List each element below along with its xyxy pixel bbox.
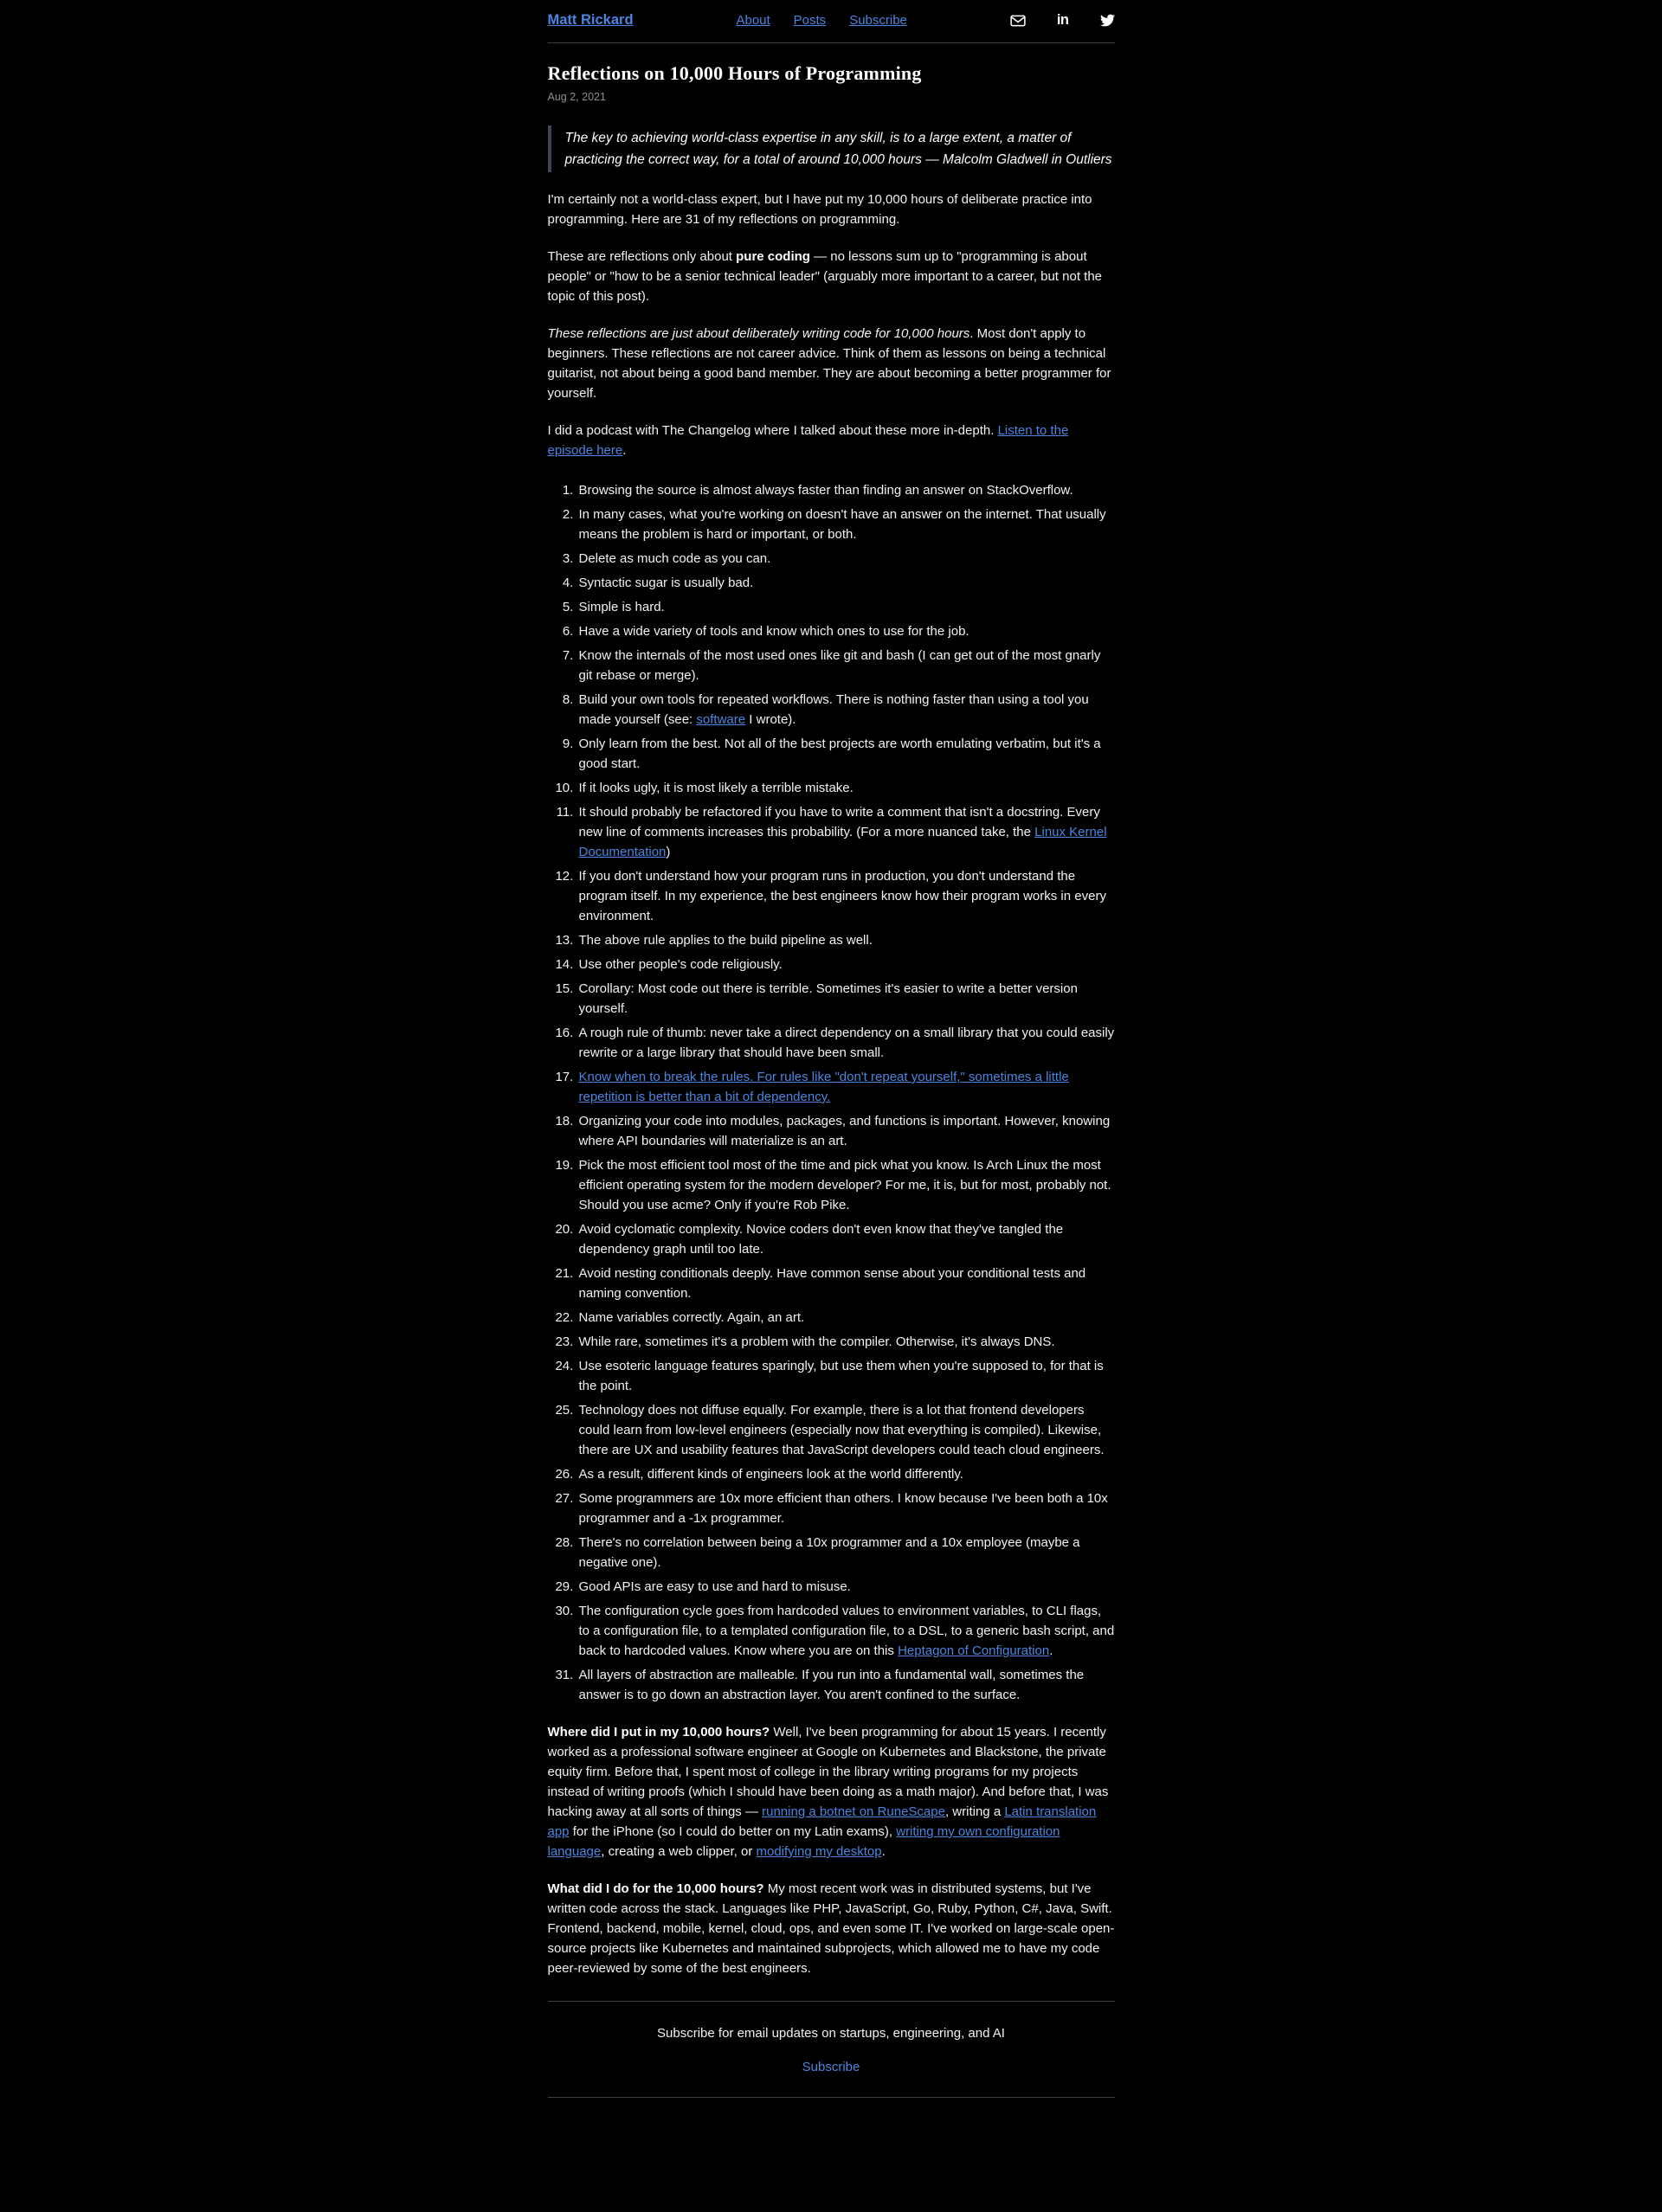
list-item: 29. Good APIs are easy to use and hard to misuse. [577, 1577, 1115, 1597]
email-icon[interactable] [1010, 15, 1026, 27]
intro-paragraph-2: These are reflections only about pure coding — no lessons sum up to "programming is about people" or "how to be a senior technical leader" (arguably more important to a career, but not the topic of this post). [547, 249, 1103, 304]
post-date: Aug 2, 2021 [547, 91, 606, 103]
list-item: 27. Some programmers are 10x more efficient than others. I know because I've been both a 10x programmer and a -1x programmer. [577, 1489, 1115, 1528]
nav-posts[interactable]: Posts [793, 13, 827, 28]
outro-paragraph-2: What did I do for the 10,000 hours? My most recent work was in distributed systems, but I've written code across the stack. Languages like PHP, JavaScript, Go, Ruby, Python, C#, Java, Swift. Frontend, backend, mobile, kernel, cloud, ops, and even some IT. I've worked on large-scale open-source projects like Kubernetes and maintained subprojects, which allowed me to have my code peer-reviewed by some of the best engineers. [547, 1881, 1115, 1976]
list-item: 18. Organizing your code into modules, packages, and functions is important. However, knowing where API boundaries will materialize is an art. [577, 1111, 1115, 1151]
nav-subscribe[interactable]: Subscribe [849, 13, 907, 28]
nav-about[interactable]: About [736, 13, 770, 28]
content-column [548, 0, 1115, 2110]
list-item: 20. Avoid cyclomatic complexity. Novice coders don't even know that they've tangled the dependency graph until too late. [577, 1219, 1115, 1259]
article [548, 62, 1115, 1978]
list-item: 8. Build your own tools for repeated workflows. There is nothing faster than using a tool you made yourself (see: software I wrote). [577, 690, 1115, 730]
twitter-bird-glyph [1100, 13, 1115, 28]
header-divider [548, 42, 1115, 43]
changelog-episode-link[interactable]: Listen to the episode here [547, 423, 1069, 458]
list-item: 6. Have a wide variety of tools and know which ones to use for the job. [577, 621, 1115, 641]
list-item: 15. Corollary: Most code out there is terrible. Sometimes it's easier to write a better version yourself. [577, 979, 1115, 1019]
list-item: 26. As a result, different kinds of engineers look at the world differently. [577, 1464, 1115, 1484]
site-footer [548, 2026, 1115, 2074]
intro-paragraph-4: I did a podcast with The Changelog where I talked about these more in-depth. Listen to the episode here. [547, 423, 1069, 458]
list-item: 22. Name variables correctly. Again, an art. [577, 1308, 1115, 1328]
envelope-glyph [1010, 15, 1026, 27]
list-item: 9. Only learn from the best. Not all of the best projects are worth emulating verbatim, but it's a good start. [577, 734, 1115, 774]
quote-text: The key to achieving world-class expertise in any skill, is to a large extent, a matter of practicing the correct way, for a total of around 10,000 hours — Malcolm Gladwell in Outliers [564, 131, 1112, 167]
footer-divider-top [548, 2001, 1115, 2002]
outro-paragraph-1: Where did I put in my 10,000 hours? Well, I've been programming for about 15 years. I recently worked as a professional software engineer at Google on Kubernetes and Blackstone, the private equity firm. Before that, I spent most of college in the library writing programs for my projects instead of writing proofs (which I should have been doing as a math major). And before that, I was hacking away at all sorts of things — running a botnet on RuneScape, writing a Latin translation app for the iPhone (so I could do better on my Latin exams), writing my own configuration language, creating a web clipper, or modifying my desktop. [547, 1725, 1109, 1859]
runescape-botnet-link[interactable]: running a botnet on RuneScape [762, 1804, 945, 1819]
list-item: 10. If it looks ugly, it is most likely a terrible mistake. [577, 778, 1115, 798]
list-item: 5. Simple is hard. [577, 597, 1115, 617]
list-item: 19. Pick the most efficient tool most of the time and pick what you know. Is Arch Linux the most efficient operating system for the modern developer? For me, it is, but for most, probably not. Should you use acme? Only if you're Rob Pike. [577, 1155, 1115, 1215]
linux-kernel-documentation-link[interactable]: Linux Kernel Documentation [578, 825, 1107, 859]
page-end-padding [548, 2098, 1115, 2110]
break-the-rules-link[interactable]: Know when to break the rules. For rules like "don't repeat yourself," sometimes a little repetition is better than a bit of dependency. [578, 1070, 1069, 1104]
list-item: 13. The above rule applies to the build pipeline as well. [577, 930, 1115, 950]
software-link[interactable]: software [696, 712, 746, 727]
intro-paragraph-3: These reflections are just about deliberately writing code for 10,000 hours. Most don't apply to beginners. These reflections are not career advice. Think of them as lessons on being a technical guitarist, not about being a good band member. They are about becoming a better programmer for yourself. [547, 326, 1111, 401]
list-item: 23. While rare, sometimes it's a problem with the compiler. Otherwise, it's always DNS. [577, 1332, 1115, 1352]
list-item: 24. Use esoteric language features sparingly, but use them when you're supposed to, for that is the point. [577, 1356, 1115, 1396]
page-title: Reflections on 10,000 Hours of Programming [547, 62, 922, 84]
list-item: 25. Technology does not diffuse equally. For example, there is a lot that frontend developers could learn from low-level engineers (especially now that everything is compiled). Likewise, there are UX and usability features that JavaScript developers could teach cloud engineers. [577, 1400, 1115, 1460]
heptagon-of-configuration-link[interactable]: Heptagon of Configuration [898, 1643, 1050, 1658]
list-item: 11. It should probably be refactored if you have to write a comment that isn't a docstring. Every new line of comments increases this probability. (For a more nuanced take, the Linux Kernel Documentation) [577, 802, 1115, 862]
list-item: 3. Delete as much code as you can. [577, 549, 1115, 569]
list-item: 28. There's no correlation between being a 10x programmer and a 10x employee (maybe a negative one). [577, 1533, 1115, 1572]
brand-link[interactable]: Matt Rickard [547, 12, 634, 28]
configuration-language-link[interactable]: writing my own configuration language [547, 1824, 1060, 1859]
latin-translation-app-link[interactable]: Latin translation app [547, 1804, 1097, 1839]
twitter-icon[interactable] [1100, 13, 1115, 28]
list-item: 7. Know the internals of the most used ones like git and bash (I can get out of the most gnarly git rebase or merge). [577, 646, 1115, 685]
reflections-list [548, 480, 1115, 1705]
linkedin-icon[interactable]: in [1056, 12, 1069, 28]
list-item: 16. A rough rule of thumb: never take a direct dependency on a small library that you could easily rewrite or a large library that should have been small. [577, 1023, 1115, 1063]
site-header [548, 12, 1115, 29]
footer-subscribe-link[interactable]: Subscribe [802, 2060, 860, 2074]
list-item: 2. In many cases, what you're working on doesn't have an answer on the internet. That usually means the problem is hard or important, or both. [577, 505, 1115, 544]
intro-paragraph-1: I'm certainly not a world-class expert, but I have put my 10,000 hours of deliberate practice into programming. Here are 31 of my reflections on programming. [547, 192, 1092, 227]
modifying-my-desktop-link[interactable]: modifying my desktop [756, 1844, 882, 1859]
main-nav [736, 13, 906, 28]
list-item: 14. Use other people's code religiously. [577, 955, 1115, 974]
list-item: 31. All layers of abstraction are malleable. If you run into a fundamental wall, sometimes the answer is to go down an abstraction layer. You aren't confined to the surface. [577, 1665, 1115, 1705]
list-item: 12. If you don't understand how your program runs in production, you don't understand the program itself. In my experience, the best engineers know how their program works in every environment. [577, 866, 1115, 926]
social-icons [1010, 12, 1115, 29]
footer-tagline: Subscribe for email updates on startups, engineering, and AI [657, 2026, 1005, 2041]
list-item: 1. Browsing the source is almost always faster than finding an answer on StackOverflow. [577, 480, 1115, 500]
list-item: 4. Syntactic sugar is usually bad. [577, 573, 1115, 593]
list-item: 30. The configuration cycle goes from hardcoded values to environment variables, to CLI flags, to a configuration file, to a templated configuration file, to a DSL, to a generic bash script, and back to hardcoded values. Know where you are on this Heptagon of Configuration. [577, 1601, 1115, 1661]
list-item [577, 1067, 1115, 1107]
gladwell-quote [548, 125, 1115, 172]
list-item: 21. Avoid nesting conditionals deeply. Have common sense about your conditional tests and naming convention. [577, 1264, 1115, 1303]
